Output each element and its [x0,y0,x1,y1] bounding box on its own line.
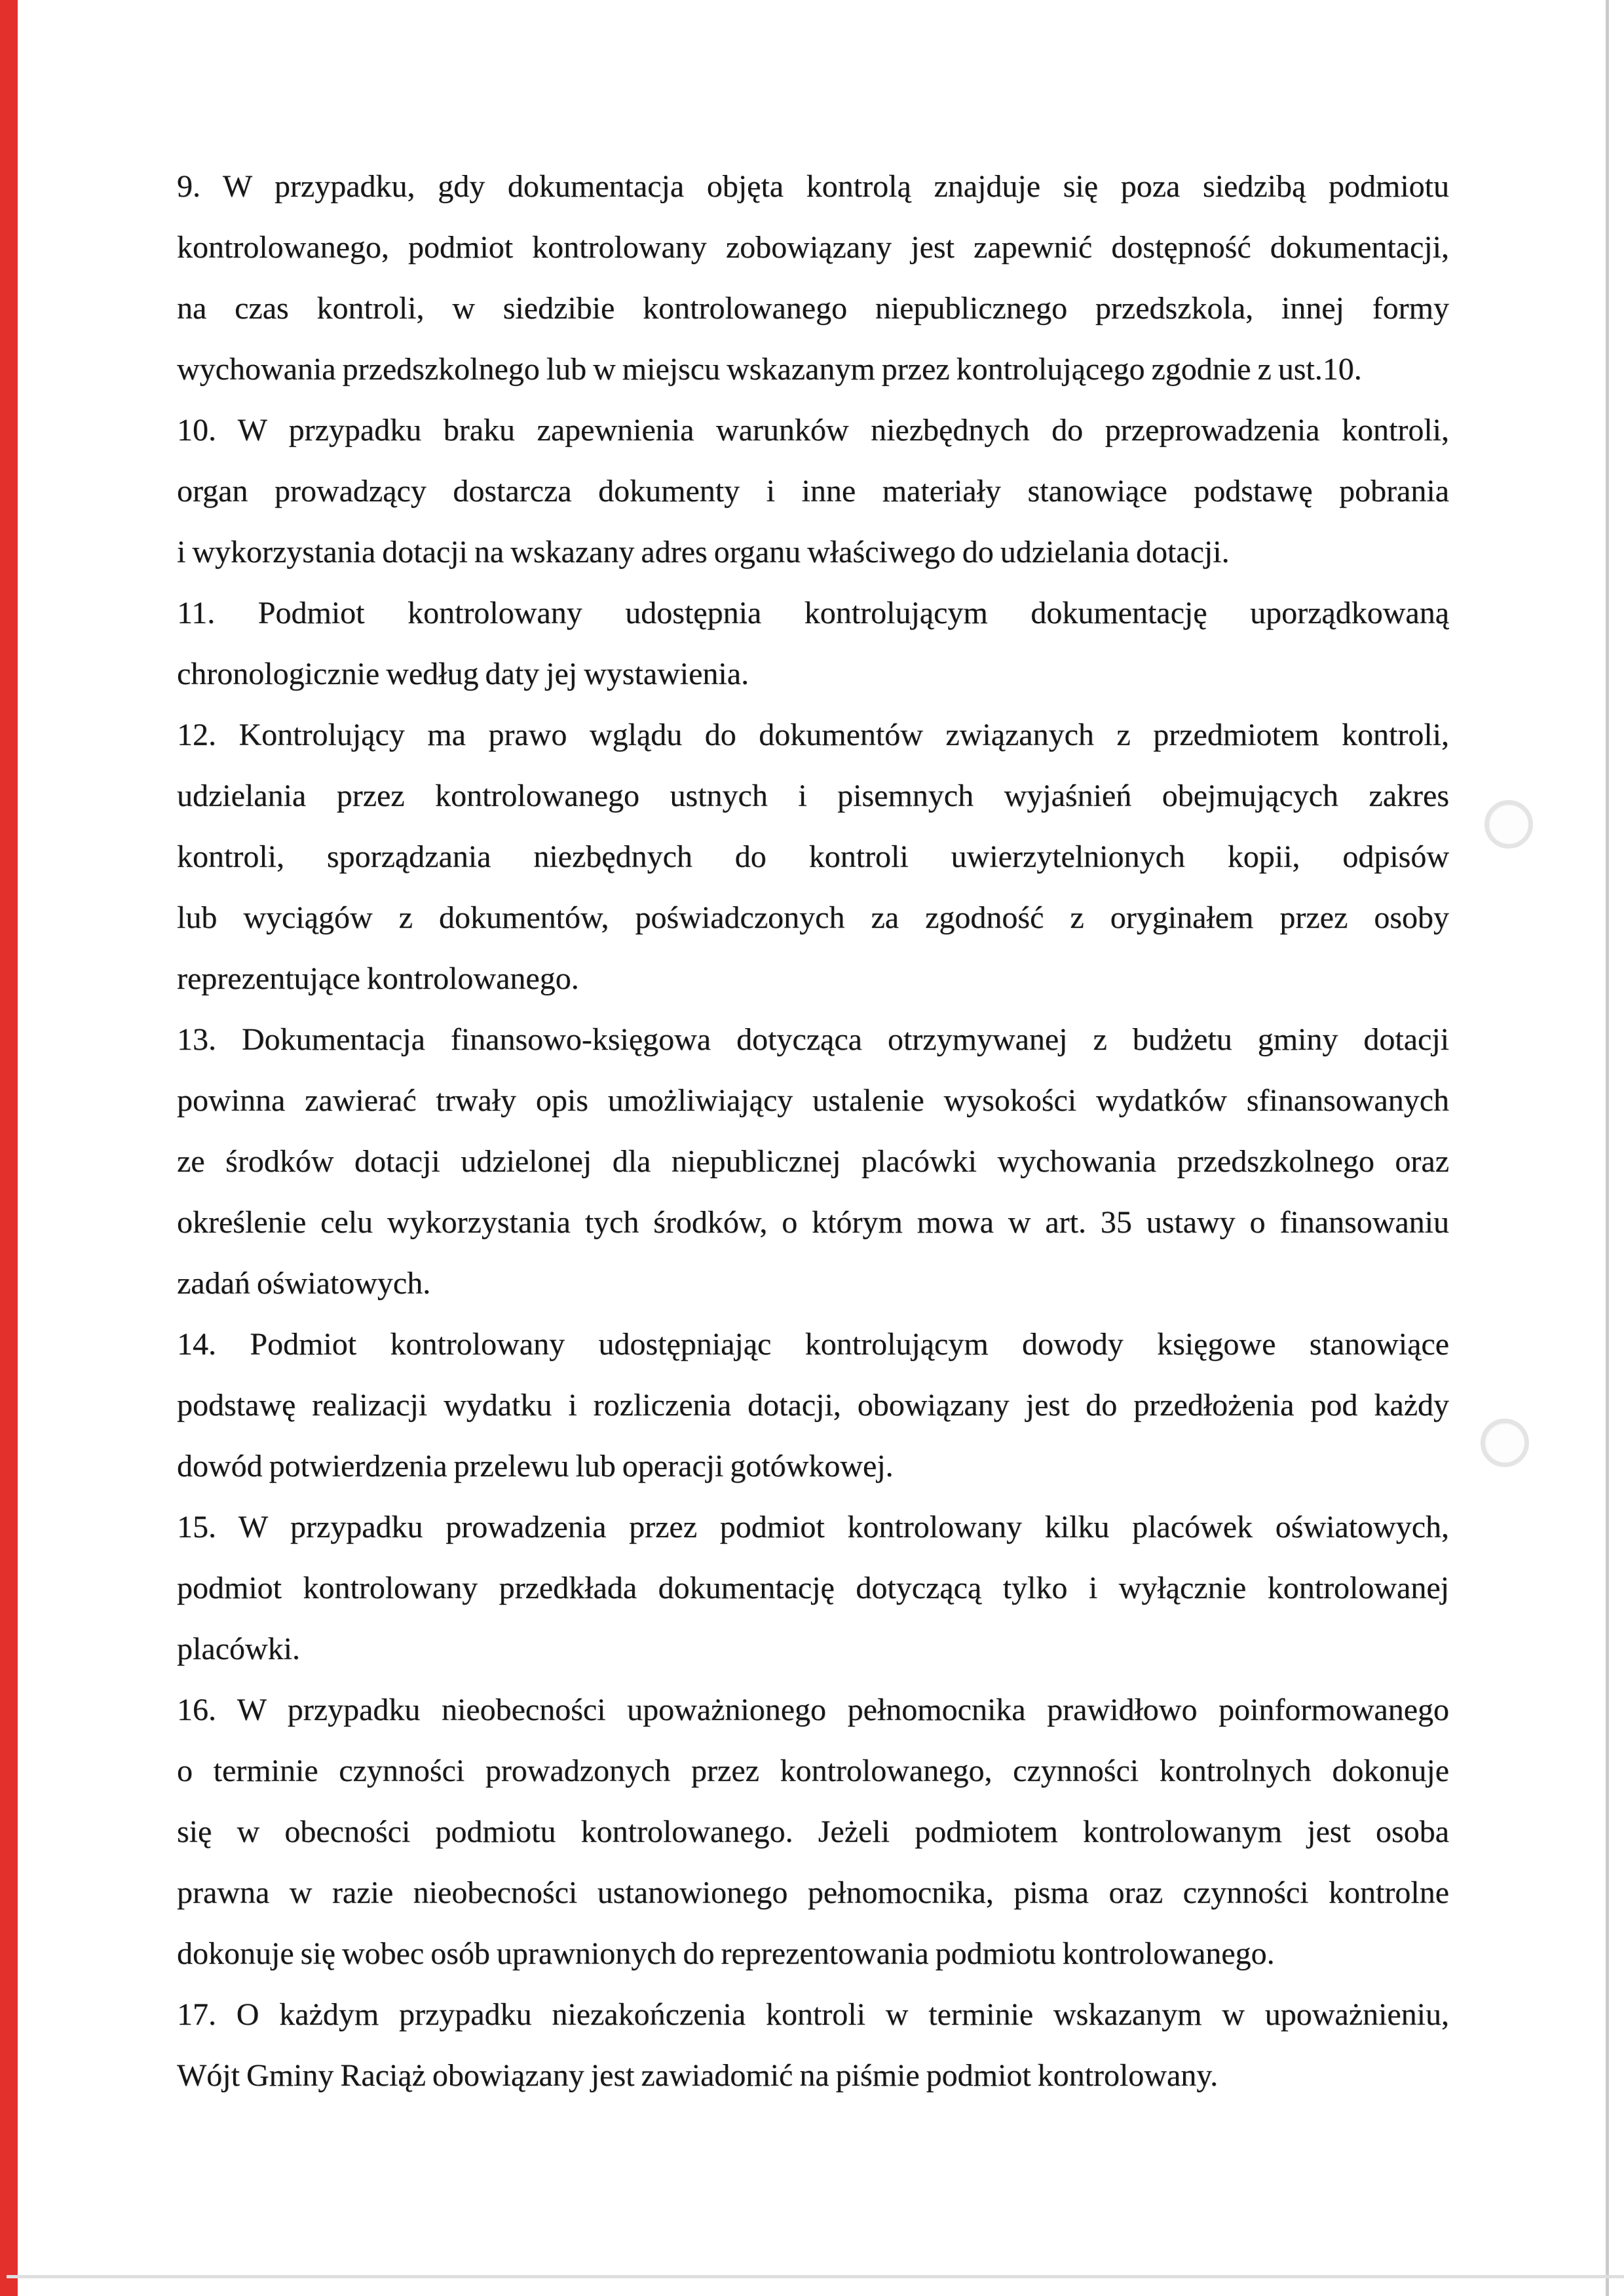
text-line: 13. Dokumentacja finansowo-księgowa dotycząca otrzymywanej z budżetu gminy dotacji [177,1022,1449,1057]
text-line: określenie celu wykorzystania tych środków, o którym mowa w art. 35 ustawy o finansowaniu [177,1205,1449,1240]
text-line: 12. Kontrolujący ma prawo wglądu do dokumentów związanych z przedmiotem kontroli, [177,718,1449,752]
text-line: Wójt Gminy Raciąż obowiązany jest zawiadomić na piśmie podmiot kontrolowany. [177,2058,1218,2093]
paragraph-17 [177,1984,1449,2106]
paragraph-10 [177,400,1449,583]
text-line: dowód potwierdzenia przelewu lub operacji gotówkowej. [177,1449,894,1483]
hole-punch-mark-bottom [1481,1419,1529,1467]
document-text [177,156,1449,2106]
paragraph-16 [177,1679,1449,1984]
text-line: udzielania przez kontrolowanego ustnych i pisemnych wyjaśnień obejmujących zakres [177,778,1449,813]
text-line: podmiot kontrolowany przedkłada dokumentację dotyczącą tylko i wyłącznie kontrolowanej [177,1571,1449,1605]
text-line: reprezentujące kontrolowanego. [177,961,579,996]
text-line: o terminie czynności prowadzonych przez kontrolowanego, czynności kontrolnych dokonuje [177,1753,1449,1788]
text-line: 11. Podmiot kontrolowany udostępnia kontrolującym dokumentację uporządkowaną [177,596,1449,630]
text-line: kontroli, sporządzania niezbędnych do kontroli uwierzytelnionych kopii, odpisów [177,839,1449,874]
text-line: i wykorzystania dotacji na wskazany adres organu właściwego do udzielania dotacji. [177,535,1230,569]
paragraph-14 [177,1314,1449,1497]
text-line: chronologicznie według daty jej wystawienia. [177,657,749,691]
text-line: powinna zawierać trwały opis umożliwiający ustalenie wysokości wydatków sfinansowanych [177,1083,1449,1118]
text-line: lub wyciągów z dokumentów, poświadczonych za zgodność z oryginałem przez osoby [177,900,1449,935]
text-line: zadań oświatowych. [177,1266,431,1301]
text-line: kontrolowanego, podmiot kontrolowany zobowiązany jest zapewnić dostępność dokumentacji, [177,230,1449,265]
text-line: wychowania przedszkolnego lub w miejscu wskazanym przez kontrolującego zgodnie z ust.10. [177,352,1362,387]
scan-right-edge-line [1606,0,1609,2296]
paragraph-13 [177,1009,1449,1314]
text-line: dokonuje się wobec osób uprawnionych do reprezentowania podmiotu kontrolowanego. [177,1936,1275,1971]
scan-red-margin-stripe [0,0,18,2296]
text-line: placówki. [177,1632,300,1666]
text-line: 10. W przypadku braku zapewnienia warunków niezbędnych do przeprowadzenia kontroli, [177,413,1449,448]
text-line: się w obecności podmiotu kontrolowanego. Jeżeli podmiotem kontrolowanym jest osoba [177,1814,1449,1849]
text-line: 17. O każdym przypadku niezakończenia kontroli w terminie wskazanym w upoważnieniu, [177,1997,1449,2032]
text-line: ze środków dotacji udzielonej dla niepublicznej placówki wychowania przedszkolnego oraz [177,1144,1449,1179]
text-line: 15. W przypadku prowadzenia przez podmiot kontrolowany kilku placówek oświatowych, [177,1510,1449,1544]
text-line: prawna w razie nieobecności ustanowionego pełnomocnika, pisma oraz czynności kontrolne [177,1875,1449,1910]
text-line: 16. W przypadku nieobecności upoważnionego pełnomocnika prawidłowo poinformowanego [177,1693,1449,1727]
paragraph-11 [177,583,1449,704]
paragraph-15 [177,1497,1449,1679]
text-line: organ prowadzący dostarcza dokumenty i inne materiały stanowiące podstawę pobrania [177,474,1449,508]
text-line: na czas kontroli, w siedzibie kontrolowanego niepublicznego przedszkola, innej formy [177,291,1449,326]
hole-punch-mark-top [1484,800,1533,849]
text-line: podstawę realizacji wydatku i rozliczenia dotacji, obowiązany jest do przedłożenia pod każdy [177,1388,1449,1423]
text-line: 14. Podmiot kontrolowany udostępniając kontrolującym dowody księgowe stanowiące [177,1327,1449,1362]
paragraph-9 [177,156,1449,400]
text-line: 9. W przypadku, gdy dokumentacja objęta kontrolą znajduje się poza siedzibą podmiotu [177,169,1449,204]
paragraph-12 [177,704,1449,1009]
scan-bottom-edge-line [7,2275,1624,2278]
